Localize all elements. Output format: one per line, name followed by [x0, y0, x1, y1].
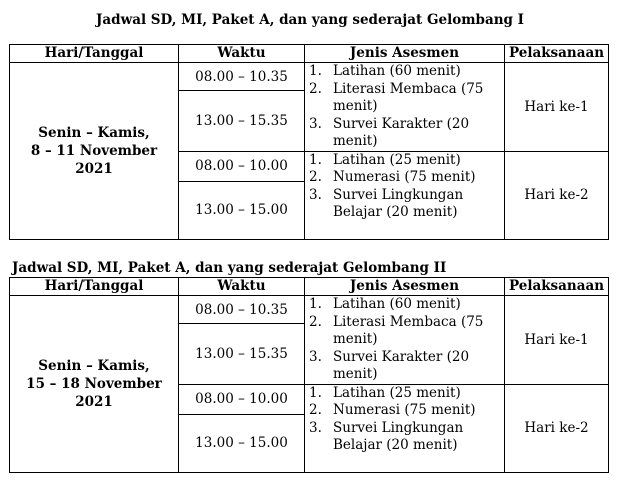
list-item: 1. Latihan (60 menit) — [309, 63, 461, 79]
assessment-list-cell — [305, 384, 505, 472]
table-row — [10, 296, 609, 324]
list-item: 1. Latihan (25 menit) — [309, 151, 461, 168]
date-cell: Senin – Kamis, 15 – 18 November 2021 — [10, 296, 179, 473]
assessment-list-cell — [305, 296, 505, 385]
list-item: 1. Latihan (60 menit) — [309, 296, 461, 312]
assessment-list-cell — [305, 63, 505, 152]
time-cell: 08.00 – 10.00 — [179, 151, 305, 181]
list-item: 3. Survei Karakter (20 menit) — [309, 115, 470, 149]
execution-cell: Hari ke-1 — [505, 296, 609, 385]
header-jenis-asesmen: Jenis Asesmen — [305, 45, 505, 63]
list-item: 3. Survei Lingkungan Belajar (20 menit) — [309, 186, 464, 220]
list-item: 3. Survei Lingkungan Belajar (20 menit) — [309, 419, 464, 453]
list-item: 1. Latihan (25 menit) — [309, 384, 461, 401]
list-item: 2. Literasi Membaca (75 menit) — [309, 313, 484, 347]
time-cell: 13.00 – 15.35 — [179, 324, 305, 384]
time-cell: 13.00 – 15.00 — [179, 181, 305, 239]
header-waktu: Waktu — [179, 45, 305, 63]
table-row — [10, 63, 609, 91]
execution-cell: Hari ke-2 — [505, 384, 609, 472]
header-jenis-asesmen: Jenis Asesmen — [305, 278, 505, 296]
date-cell: Senin – Kamis, 8 – 11 November 2021 — [10, 63, 179, 240]
header-waktu: Waktu — [179, 278, 305, 296]
assessment-list-cell — [305, 151, 505, 239]
time-cell: 08.00 – 10.35 — [179, 296, 305, 324]
time-cell: 08.00 – 10.35 — [179, 63, 305, 91]
header-row — [10, 45, 609, 63]
schedule-title: Jadwal SD, MI, Paket A, dan yang sederajat Gelombang II — [12, 260, 447, 276]
list-item: 2. Literasi Membaca (75 menit) — [309, 80, 484, 114]
header-row — [10, 278, 609, 296]
header-pelaksanaan: Pelaksanaan — [505, 45, 609, 63]
time-cell: 13.00 – 15.35 — [179, 91, 305, 151]
list-item: 2. Numerasi (75 menit) — [309, 169, 476, 185]
header-pelaksanaan: Pelaksanaan — [505, 278, 609, 296]
schedule-table — [9, 277, 609, 473]
execution-cell: Hari ke-2 — [505, 151, 609, 239]
list-item: 3. Survei Karakter (20 menit) — [309, 348, 470, 382]
list-item: 2. Numerasi (75 menit) — [309, 402, 476, 418]
schedule-title: Jadwal SD, MI, Paket A, dan yang sederajat Gelombang I — [96, 12, 524, 28]
header-hari-tanggal: Hari/Tanggal — [10, 278, 179, 296]
schedule-table — [9, 44, 609, 240]
time-cell: 08.00 – 10.00 — [179, 384, 305, 414]
execution-cell: Hari ke-1 — [505, 63, 609, 152]
time-cell: 13.00 – 15.00 — [179, 414, 305, 472]
header-hari-tanggal: Hari/Tanggal — [10, 45, 179, 63]
